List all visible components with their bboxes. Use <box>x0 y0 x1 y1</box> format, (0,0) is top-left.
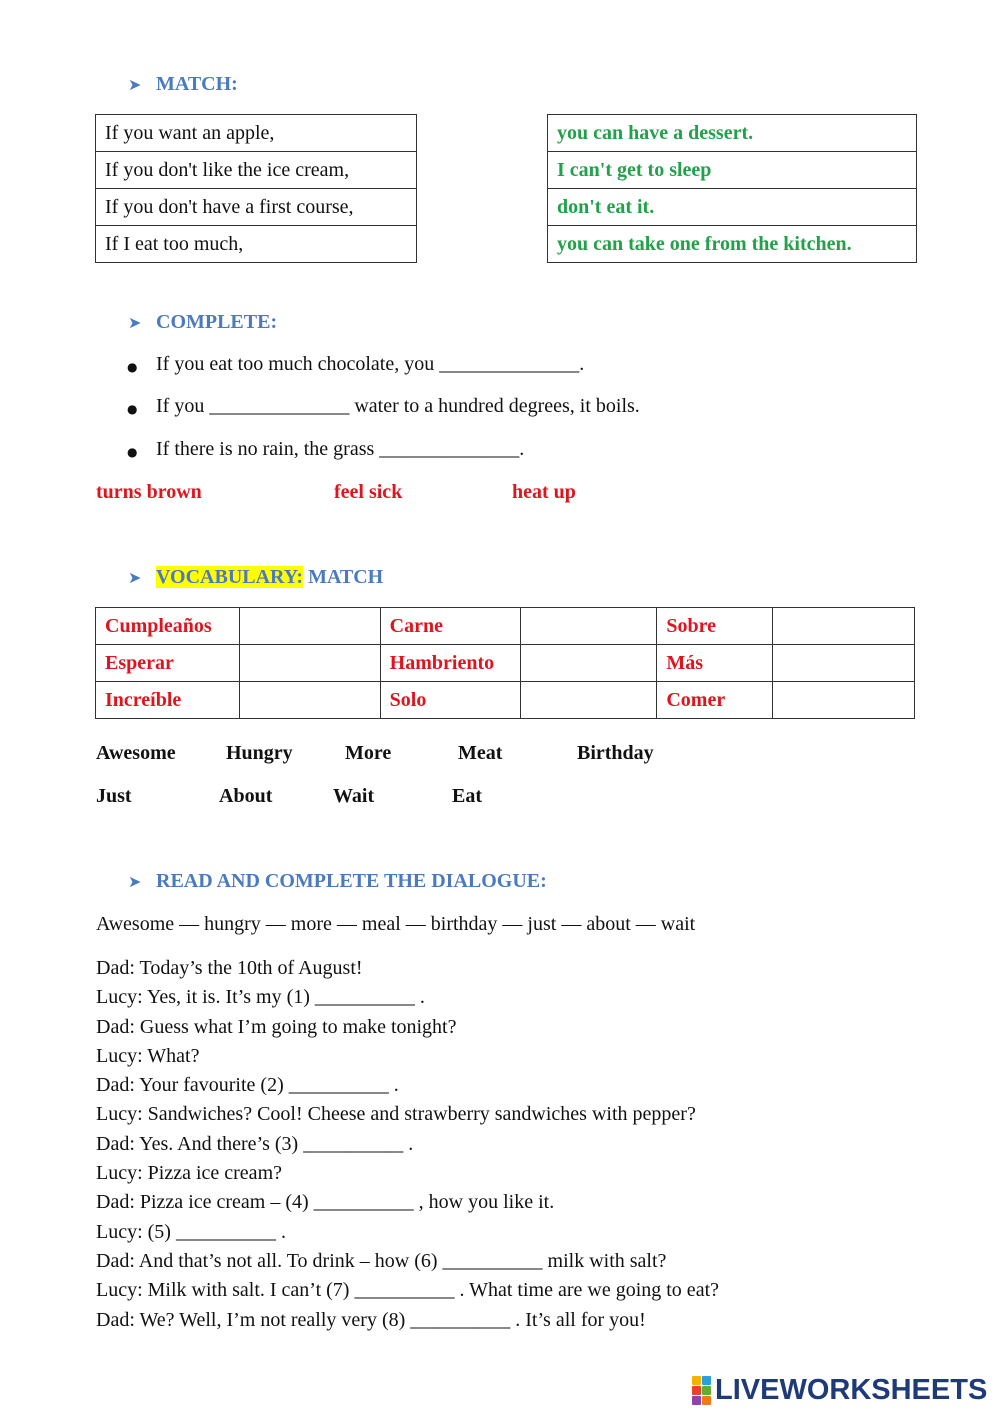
dialogue-line[interactable]: Dad: We? Well, I’m not really very (8) __________ . It’s all for you! <box>96 1308 646 1331</box>
arrow-bullet-icon: ➤ <box>128 568 142 587</box>
logo-text: LIVEWORKSHEETS <box>715 1374 988 1406</box>
match-left-cell: If I eat too much, <box>96 226 417 263</box>
vocabulary-heading <box>128 566 383 589</box>
vocab-answer-cell[interactable] <box>773 682 915 719</box>
vocab-spanish-word: Solo <box>380 682 520 719</box>
logo-tile <box>702 1376 711 1385</box>
match-right-cell[interactable]: you can have a dessert. <box>548 115 917 152</box>
dialogue-line[interactable]: Dad: Yes. And there’s (3) __________ . <box>96 1132 414 1155</box>
vocab-spanish-word: Increíble <box>96 682 240 719</box>
complete-sentence-2[interactable]: If you ______________ water to a hundred degrees, it boils. <box>156 395 640 417</box>
dialogue-text <box>96 954 719 1335</box>
vocab-answer-cell[interactable] <box>239 682 380 719</box>
vocab-answer-cell[interactable] <box>773 645 915 682</box>
dialogue-line: Dad: Today’s the 10th of August! <box>96 957 363 979</box>
arrow-bullet-icon: ➤ <box>128 872 142 891</box>
match-right-cell[interactable]: don't eat it. <box>548 189 917 226</box>
vocab-answer-cell[interactable] <box>773 608 915 645</box>
complete-sentence-1[interactable]: If you eat too much chocolate, you ______________. <box>156 353 585 375</box>
logo-tile <box>692 1386 701 1395</box>
dialogue-line[interactable]: Dad: Pizza ice cream – (4) __________ , how you like it. <box>96 1191 555 1214</box>
logo-tile <box>702 1386 711 1395</box>
vocab-english-word: More <box>345 742 392 764</box>
dialogue-heading-text: READ AND COMPLETE THE DIALOGUE: <box>156 870 547 892</box>
vocab-answer-cell[interactable] <box>239 645 380 682</box>
complete-sentence-3[interactable]: If there is no rain, the grass ______________. <box>156 438 525 460</box>
vocab-english-word: Wait <box>333 785 375 807</box>
vocab-english-word: Hungry <box>226 742 293 764</box>
bullet-icon: ● <box>127 445 138 459</box>
match-right-table <box>547 114 917 263</box>
dialogue-line[interactable]: Dad: And that’s not all. To drink – how (6) __________ milk with salt? <box>96 1249 667 1272</box>
dialogue-heading <box>128 870 547 893</box>
vocab-english-word: Just <box>96 785 132 807</box>
vocab-spanish-word: Hambriento <box>380 645 520 682</box>
logo-tile <box>692 1396 701 1405</box>
complete-heading-text: COMPLETE: <box>156 311 278 333</box>
dialogue-line: Lucy: What? <box>96 1044 200 1067</box>
logo-tile <box>692 1376 701 1385</box>
logo-tile <box>702 1396 711 1405</box>
dialogue-line: Lucy: Sandwiches? Cool! Cheese and strawberry sandwiches with pepper? <box>96 1103 696 1126</box>
vocab-answer-cell[interactable] <box>520 608 657 645</box>
complete-option: heat up <box>512 481 576 503</box>
dialogue-line: Lucy: Pizza ice cream? <box>96 1162 282 1185</box>
vocab-spanish-word: Cumpleaños <box>96 608 240 645</box>
dialogue-line: Dad: Guess what I’m going to make tonight? <box>96 1015 457 1038</box>
table-row <box>96 608 915 645</box>
complete-option: feel sick <box>334 481 403 503</box>
complete-option: turns brown <box>96 481 202 503</box>
dialogue-line[interactable]: Lucy: (5) __________ . <box>96 1220 286 1243</box>
match-left-cell: If you don't have a first course, <box>96 189 417 226</box>
match-right-cell[interactable]: I can't get to sleep <box>548 152 917 189</box>
liveworksheets-logo <box>692 1374 987 1407</box>
vocab-spanish-word: Sobre <box>657 608 773 645</box>
vocabulary-heading-highlight: VOCABULARY: <box>156 566 304 588</box>
arrow-bullet-icon: ➤ <box>128 75 142 94</box>
liveworksheets-logo-icon <box>692 1376 711 1405</box>
match-heading-text: MATCH: <box>156 73 238 95</box>
vocab-english-word: Eat <box>452 785 482 807</box>
vocab-spanish-word: Más <box>657 645 773 682</box>
dialogue-line[interactable]: Lucy: Milk with salt. I can’t (7) __________ . What time are we going to eat? <box>96 1279 719 1302</box>
vocab-english-word: Awesome <box>96 742 176 764</box>
vocab-answer-cell[interactable] <box>520 682 657 719</box>
vocab-answer-cell[interactable] <box>239 608 380 645</box>
vocab-spanish-word: Comer <box>657 682 773 719</box>
bullet-icon: ● <box>127 402 138 416</box>
bullet-icon: ● <box>127 360 138 374</box>
vocab-english-word: Birthday <box>577 742 654 764</box>
vocabulary-heading-rest: MATCH <box>303 566 384 588</box>
match-left-table <box>95 114 417 263</box>
vocab-spanish-word: Esperar <box>96 645 240 682</box>
dialogue-word-bank: Awesome — hungry — more — meal — birthday — just — about — wait <box>96 913 696 935</box>
dialogue-line[interactable]: Dad: Your favourite (2) __________ . <box>96 1074 399 1097</box>
vocab-spanish-word: Carne <box>380 608 520 645</box>
table-row <box>96 645 915 682</box>
arrow-bullet-icon: ➤ <box>128 313 142 332</box>
vocabulary-table <box>95 607 915 719</box>
vocab-english-word: Meat <box>458 742 503 764</box>
vocab-answer-cell[interactable] <box>520 645 657 682</box>
match-heading <box>128 73 238 96</box>
match-right-cell[interactable]: you can take one from the kitchen. <box>548 226 917 263</box>
match-left-cell: If you want an apple, <box>96 115 417 152</box>
vocab-english-word: About <box>219 785 273 807</box>
table-row <box>96 682 915 719</box>
complete-heading <box>128 311 277 334</box>
dialogue-line[interactable]: Lucy: Yes, it is. It’s my (1) __________ . <box>96 986 425 1009</box>
match-left-cell: If you don't like the ice cream, <box>96 152 417 189</box>
